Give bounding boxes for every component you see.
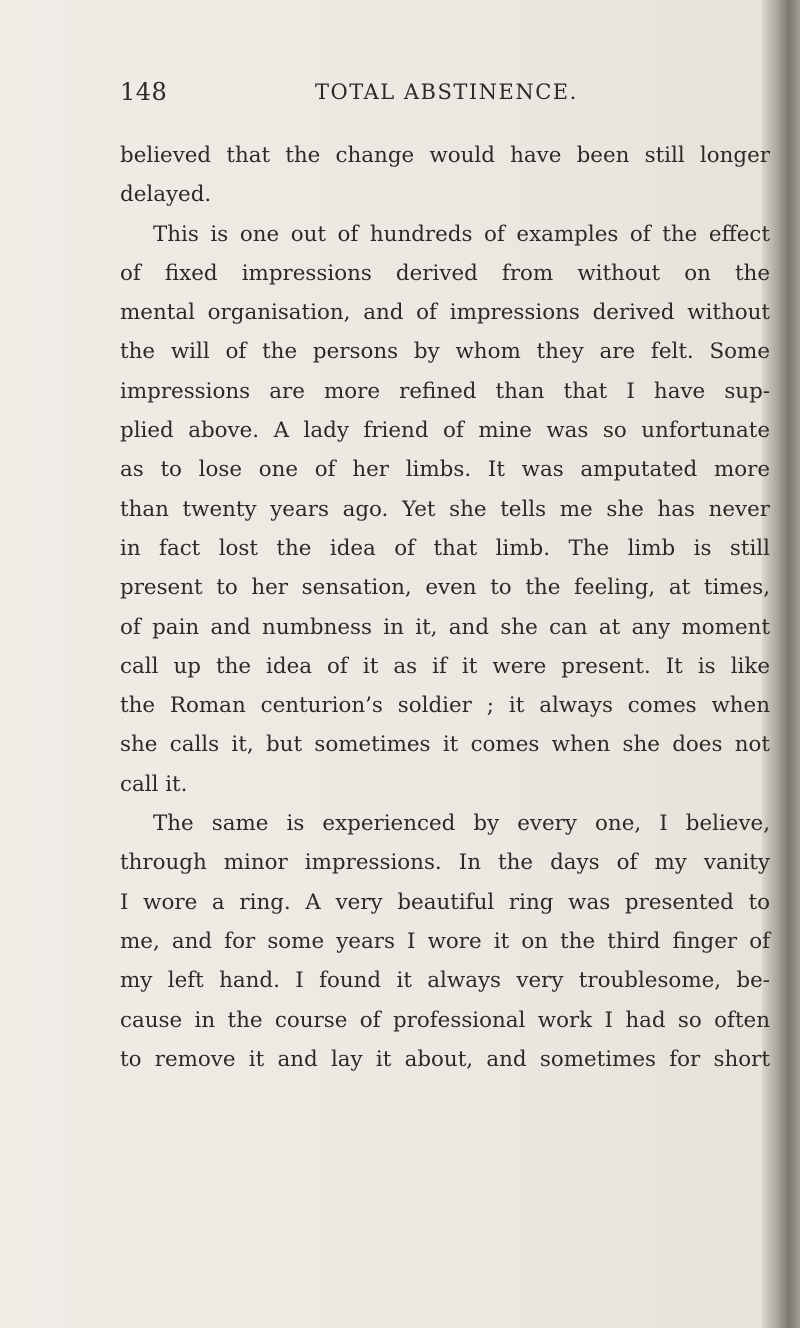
- text-line: cause in the course of professional work I had so often: [120, 1007, 770, 1033]
- text-line: call it.: [120, 771, 188, 797]
- text-line: present to her sensation, even to the feeling, at times,: [120, 575, 770, 601]
- text-line: impressions are more refined than that I have sup-: [120, 378, 770, 404]
- text-line: of pain and numbness in it, and she can at any moment: [120, 614, 770, 640]
- text-line: to remove it and lay it about, and sometimes for short: [120, 1046, 770, 1072]
- text-line: than twenty years ago. Yet she tells me she has never: [120, 496, 770, 522]
- text-line: she calls it, but sometimes it comes when she does not: [120, 732, 770, 758]
- text-line: me, and for some years I wore it on the third finger of: [120, 928, 770, 954]
- text-line: as to lose one of her limbs. It was amputated more: [120, 457, 770, 483]
- text-line: of fixed impressions derived from without on the: [120, 260, 770, 286]
- text-line: The same is experienced by every one, I believe,: [153, 811, 770, 837]
- text-line: This is one out of hundreds of examples of the effect: [153, 221, 770, 247]
- text-line: my left hand. I found it always very troublesome, be-: [120, 968, 770, 994]
- text-line: believed that the change would have been still longer: [120, 143, 770, 168]
- text-line: call up the idea of it as if it were present. It is like: [120, 653, 770, 679]
- text-line: the will of the persons by whom they are felt. Some: [120, 339, 770, 365]
- text-line: in fact lost the idea of that limb. The limb is still: [120, 535, 770, 561]
- running-head: [120, 78, 760, 118]
- text-line: through minor impressions. In the days of my vanity: [120, 850, 770, 876]
- text-line: the Roman centurion’s soldier ; it always comes when: [120, 693, 770, 719]
- text-line: mental organisation, and of impressions derived without: [120, 300, 770, 326]
- text-line: I wore a ring. A very beautiful ring was presented to: [120, 889, 770, 915]
- text-line: plied above. A lady friend of mine was so unfortunate: [120, 418, 770, 444]
- running-title: TOTAL ABSTINENCE.: [315, 80, 578, 104]
- page-number: 148: [120, 78, 168, 106]
- body-text: [120, 136, 770, 1079]
- text-line: delayed.: [120, 182, 212, 208]
